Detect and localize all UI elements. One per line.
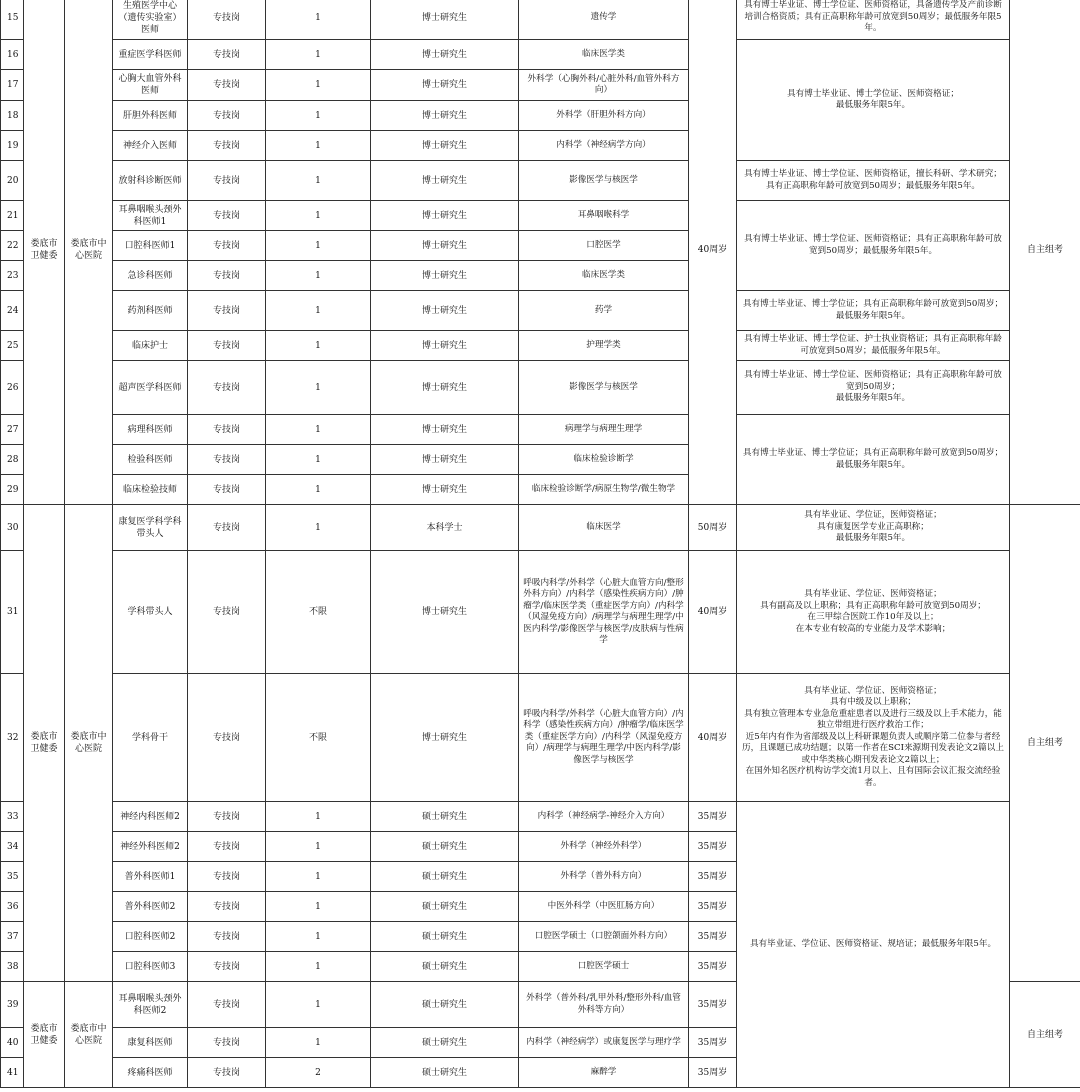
table-row	[1, 331, 1080, 361]
post-name: 心胸大血管外科医师	[113, 70, 188, 101]
table-row	[1, 0, 1080, 40]
row-number: 20	[1, 161, 24, 201]
post-type: 专技岗	[188, 70, 266, 101]
req-line: 具有博士毕业证、博士学位证、医师资格证；	[787, 88, 959, 99]
row-number: 38	[1, 952, 24, 982]
exam-method: 自主组考	[1010, 505, 1080, 982]
row-number: 37	[1, 922, 24, 952]
requirements	[737, 505, 1010, 551]
major: 外科学（心胸外科/心脏外科/血管外科方向）	[519, 70, 689, 101]
req-line: 具有博士毕业证、博士学位证、医师资格证，擅长科研、学术研究；具有正高职称年龄可放宽到50周岁；最低服务年限5年。	[744, 169, 1002, 191]
table-row	[1, 161, 1080, 201]
post-count: 1	[266, 70, 371, 101]
row-number: 25	[1, 331, 24, 361]
education: 硕士研究生	[371, 1058, 519, 1088]
education: 博士研究生	[371, 475, 519, 505]
req-line: 具有博士毕业证、博士学位证、护士执业资格证；具有正高职称年龄可放宽到50周岁；最低服务年限5年。	[744, 334, 1002, 356]
education: 博士研究生	[371, 361, 519, 415]
major: 临床检验诊断学	[519, 445, 689, 475]
post-type: 专技岗	[188, 101, 266, 131]
post-type: 专技岗	[188, 922, 266, 952]
post-count: 1	[266, 832, 371, 862]
major: 影像医学与核医学	[519, 361, 689, 415]
post-type: 专技岗	[188, 892, 266, 922]
major: 遗传学	[519, 0, 689, 40]
education: 博士研究生	[371, 101, 519, 131]
row-number: 21	[1, 201, 24, 231]
req-line: 在国外知名医疗机构访学交流1月以上、且有国际会议汇报交流经验者。	[745, 766, 1001, 788]
age-limit: 40周岁	[689, 0, 737, 505]
major: 临床医学类	[519, 40, 689, 70]
unit-cell: 娄底市中心医院	[65, 0, 113, 505]
post-type: 专技岗	[188, 40, 266, 70]
major: 麻醉学	[519, 1058, 689, 1088]
req-line: 具有毕业证、学位证、医师资格证；	[804, 589, 942, 599]
row-number: 31	[1, 551, 24, 674]
post-count: 1	[266, 231, 371, 261]
major: 外科学（普外科方向）	[519, 862, 689, 892]
row-number: 15	[1, 0, 24, 40]
post-count: 1	[266, 505, 371, 551]
req-line: 具有毕业证、学位证，医师资格证；	[804, 510, 942, 521]
post-name: 临床检验技师	[113, 475, 188, 505]
table-row	[1, 674, 1080, 802]
post-count: 1	[266, 982, 371, 1028]
post-name: 肝胆外科医师	[113, 101, 188, 131]
req-line: 具有独立管理本专业急危重症患者以及进行三级及以上手术能力，能独立带组进行医疗救治工作；	[744, 708, 1002, 731]
education: 博士研究生	[371, 261, 519, 291]
age-limit: 35周岁	[689, 952, 737, 982]
education: 博士研究生	[371, 674, 519, 802]
post-type: 专技岗	[188, 261, 266, 291]
education: 硕士研究生	[371, 982, 519, 1028]
post-name: 生殖医学中心（遗传实验室）医师	[113, 0, 188, 40]
table-row	[1, 201, 1080, 231]
req-line: 具有毕业证、学位证、医师资格证；	[804, 685, 942, 696]
education: 博士研究生	[371, 331, 519, 361]
post-name: 普外科医师2	[113, 892, 188, 922]
row-number: 24	[1, 291, 24, 331]
requirements	[737, 361, 1010, 415]
major: 病理学与病理生理学	[519, 415, 689, 445]
post-type: 专技岗	[188, 161, 266, 201]
post-name: 重症医学科医师	[113, 40, 188, 70]
post-name: 耳鼻咽喉头颈外科医师2	[113, 982, 188, 1028]
education: 博士研究生	[371, 445, 519, 475]
post-type: 专技岗	[188, 862, 266, 892]
post-name: 普外科医师1	[113, 862, 188, 892]
education: 博士研究生	[371, 40, 519, 70]
post-name: 口腔科医师3	[113, 952, 188, 982]
req-line: 最低服务年限5年。	[835, 393, 911, 404]
post-type: 专技岗	[188, 201, 266, 231]
row-number: 32	[1, 674, 24, 802]
row-number: 26	[1, 361, 24, 415]
post-name: 口腔科医师2	[113, 922, 188, 952]
major: 内科学（神经病学）或康复医学与理疗学	[519, 1028, 689, 1058]
post-count: 1	[266, 1028, 371, 1058]
post-type: 专技岗	[188, 1028, 266, 1058]
req-line: 具有博士毕业证、博士学位证、医师资格证；具有正高职称年龄可放宽到50周岁；	[744, 370, 1002, 392]
row-number: 23	[1, 261, 24, 291]
table-row	[1, 361, 1080, 415]
row-number: 36	[1, 892, 24, 922]
exam-method: 自主组考	[1010, 982, 1080, 1088]
post-type: 专技岗	[188, 551, 266, 674]
age-limit: 35周岁	[689, 1028, 737, 1058]
post-count: 1	[266, 291, 371, 331]
req-line: 具有毕业证、学位证、医师资格证、规培证；最低服务年限5年。	[749, 938, 997, 949]
row-number: 41	[1, 1058, 24, 1088]
post-name: 康复医学科学科带头人	[113, 505, 188, 551]
post-type: 专技岗	[188, 982, 266, 1028]
age-limit: 35周岁	[689, 982, 737, 1028]
post-type: 专技岗	[188, 331, 266, 361]
education: 博士研究生	[371, 291, 519, 331]
age-limit: 35周岁	[689, 802, 737, 832]
row-number: 28	[1, 445, 24, 475]
req-line: 具有康复医学专业正高职称；	[817, 521, 929, 532]
age-limit: 35周岁	[689, 922, 737, 952]
post-name: 神经介入医师	[113, 131, 188, 161]
major: 口腔医学	[519, 231, 689, 261]
post-name: 耳鼻咽喉头颈外科医师1	[113, 201, 188, 231]
requirements	[737, 0, 1010, 40]
post-type: 专技岗	[188, 1058, 266, 1088]
post-type: 专技岗	[188, 231, 266, 261]
major: 临床检验诊断学/病原生物学/微生物学	[519, 475, 689, 505]
row-number: 34	[1, 832, 24, 862]
education: 硕士研究生	[371, 952, 519, 982]
education: 硕士研究生	[371, 832, 519, 862]
req-line: 最低服务年限5年。	[835, 100, 911, 110]
age-limit: 35周岁	[689, 892, 737, 922]
post-name: 学科带头人	[113, 551, 188, 674]
education: 硕士研究生	[371, 922, 519, 952]
age-limit: 35周岁	[689, 862, 737, 892]
row-number: 18	[1, 101, 24, 131]
req-line: 在本专业有较高的专业能力及学术影响；	[795, 623, 951, 634]
post-count: 1	[266, 802, 371, 832]
table-row	[1, 40, 1080, 70]
requirements	[737, 551, 1010, 674]
table-row	[1, 415, 1080, 445]
major: 呼吸内科学/外科学（心脏大血管方向）/内科学（感染性疾病方向）/肿瘤学/临床医学类（重症医学方向）/内科学（风湿免疫方向）/病理学与病理生理学/中医内科学/影像医学与核医学	[519, 674, 689, 802]
major: 口腔医学硕士	[519, 952, 689, 982]
post-count: 1	[266, 445, 371, 475]
education: 本科学士	[371, 505, 519, 551]
post-type: 专技岗	[188, 291, 266, 331]
post-count: 2	[266, 1058, 371, 1088]
req-line: 最低服务年限5年。	[835, 533, 911, 544]
education: 硕士研究生	[371, 1028, 519, 1058]
education: 博士研究生	[371, 551, 519, 674]
major: 口腔医学硕士（口腔颌面外科方向）	[519, 922, 689, 952]
post-count: 不限	[266, 551, 371, 674]
post-name: 病理科医师	[113, 415, 188, 445]
post-name: 康复科医师	[113, 1028, 188, 1058]
major: 外科学（肝胆外科方向）	[519, 101, 689, 131]
education: 博士研究生	[371, 231, 519, 261]
req-line: 具有中级及以上职称；	[830, 697, 916, 708]
post-type: 专技岗	[188, 415, 266, 445]
age-limit: 40周岁	[689, 551, 737, 674]
post-type: 专技岗	[188, 445, 266, 475]
post-name: 神经内科医师2	[113, 802, 188, 832]
post-count: 1	[266, 261, 371, 291]
education: 硕士研究生	[371, 862, 519, 892]
table-row	[1, 505, 1080, 551]
req-line: 具有博士毕业证、博士学位证、医师资格证，具备遗传学及产前诊断培训合格资质；具有正高职称年龄可放宽到50周岁；最低服务年限5年。	[744, 0, 1002, 34]
major: 临床医学	[519, 505, 689, 551]
requirements	[737, 291, 1010, 331]
post-count: 1	[266, 952, 371, 982]
row-number: 33	[1, 802, 24, 832]
education: 博士研究生	[371, 201, 519, 231]
requirements	[737, 161, 1010, 201]
exam-method: 自主组考	[1010, 0, 1080, 505]
major: 护理学类	[519, 331, 689, 361]
post-count: 1	[266, 922, 371, 952]
post-count: 1	[266, 892, 371, 922]
row-number: 29	[1, 475, 24, 505]
req-line: 具有博士毕业证、博士学位证；具有正高职称年龄可放宽到50周岁；	[742, 299, 1004, 309]
post-count: 1	[266, 40, 371, 70]
post-type: 专技岗	[188, 475, 266, 505]
table-row	[1, 551, 1080, 674]
post-type: 专技岗	[188, 802, 266, 832]
post-count: 1	[266, 331, 371, 361]
row-number: 19	[1, 131, 24, 161]
major: 临床医学类	[519, 261, 689, 291]
requirements	[737, 415, 1010, 505]
age-limit: 40周岁	[689, 674, 737, 802]
row-number: 27	[1, 415, 24, 445]
post-type: 专技岗	[188, 505, 266, 551]
post-type: 专技岗	[188, 832, 266, 862]
req-line: 最低服务年限5年。	[835, 310, 911, 321]
table-row	[1, 291, 1080, 331]
education: 硕士研究生	[371, 892, 519, 922]
post-count: 1	[266, 0, 371, 40]
major: 药学	[519, 291, 689, 331]
requirements	[737, 331, 1010, 361]
requirements	[737, 674, 1010, 802]
row-number: 17	[1, 70, 24, 101]
post-name: 药剂科医师	[113, 291, 188, 331]
requirements	[737, 40, 1010, 161]
education: 博士研究生	[371, 415, 519, 445]
major: 影像医学与核医学	[519, 161, 689, 201]
post-count: 1	[266, 361, 371, 415]
req-line: 在三甲综合医院工作10年及以上；	[807, 612, 939, 622]
major: 外科学（普外科/乳甲外科/整形外科/血管外科等方向）	[519, 982, 689, 1028]
post-name: 临床护士	[113, 331, 188, 361]
row-number: 22	[1, 231, 24, 261]
post-count: 1	[266, 201, 371, 231]
post-count: 1	[266, 101, 371, 131]
post-type: 专技岗	[188, 952, 266, 982]
dept-cell: 娄底市卫健委	[24, 982, 65, 1088]
dept-cell: 娄底市卫健委	[24, 505, 65, 982]
post-count: 1	[266, 415, 371, 445]
age-limit: 50周岁	[689, 505, 737, 551]
major: 外科学（神经外科学）	[519, 832, 689, 862]
post-count: 1	[266, 475, 371, 505]
post-count: 不限	[266, 674, 371, 802]
req-line: 具有博士毕业证、博士学位证；具有正高职称年龄可放宽到50周岁；最低服务年限5年。	[742, 448, 1004, 470]
major: 内科学（神经病学-神经介入方向）	[519, 802, 689, 832]
post-type: 专技岗	[188, 131, 266, 161]
unit-cell: 娄底市中心医院	[65, 505, 113, 982]
post-name: 口腔科医师1	[113, 231, 188, 261]
row-number: 30	[1, 505, 24, 551]
requirements	[737, 802, 1010, 1088]
post-type: 专技岗	[188, 674, 266, 802]
post-type: 专技岗	[188, 361, 266, 415]
unit-cell: 娄底市中心医院	[65, 982, 113, 1088]
row-number: 39	[1, 982, 24, 1028]
row-number: 16	[1, 40, 24, 70]
table-row	[1, 802, 1080, 832]
major: 内科学（神经病学方向）	[519, 131, 689, 161]
post-name: 放射科诊断医师	[113, 161, 188, 201]
req-line: 具有副高及以上职称；具有正高职称年龄可放宽到50周岁；	[760, 600, 986, 611]
post-count: 1	[266, 131, 371, 161]
post-name: 急诊科医师	[113, 261, 188, 291]
education: 博士研究生	[371, 161, 519, 201]
post-count: 1	[266, 161, 371, 201]
row-number: 40	[1, 1028, 24, 1058]
age-limit: 35周岁	[689, 832, 737, 862]
education: 博士研究生	[371, 0, 519, 40]
requirements	[737, 201, 1010, 291]
age-limit: 35周岁	[689, 1058, 737, 1088]
education: 博士研究生	[371, 131, 519, 161]
major: 中医外科学（中医肛肠方向）	[519, 892, 689, 922]
education: 博士研究生	[371, 70, 519, 101]
post-name: 疼痛科医师	[113, 1058, 188, 1088]
req-line: 具有博士毕业证、博士学位证、医师资格证；具有正高职称年龄可放宽到50周岁；最低服务年限5年。	[744, 234, 1002, 256]
dept-cell: 娄底市卫健委	[24, 0, 65, 505]
major: 耳鼻咽喉科学	[519, 201, 689, 231]
major: 呼吸内科学/外科学（心脏大血管方向/整形外科方向）/内科学（感染性疾病方向）/肿瘤学/临床医学类（重症医学方向）/内科学（风湿免疫方向）/病理学与病理生理学/中医内科学/影像医学与核医学/皮肤病与性病学	[519, 551, 689, 674]
row-number: 35	[1, 862, 24, 892]
education: 硕士研究生	[371, 802, 519, 832]
post-name: 学科骨干	[113, 674, 188, 802]
post-type: 专技岗	[188, 0, 266, 40]
post-count: 1	[266, 862, 371, 892]
post-name: 超声医学科医师	[113, 361, 188, 415]
post-name: 检验科医师	[113, 445, 188, 475]
post-name: 神经外科医师2	[113, 832, 188, 862]
req-line: 近5年内有作为省部级及以上科研课题负责人或顺序第二位参与者经历，且课题已成功结题；以第一作者在SCI来源期刊发表论文2篇以上或中华类核心期刊发表论文2篇以上；	[742, 731, 1004, 765]
